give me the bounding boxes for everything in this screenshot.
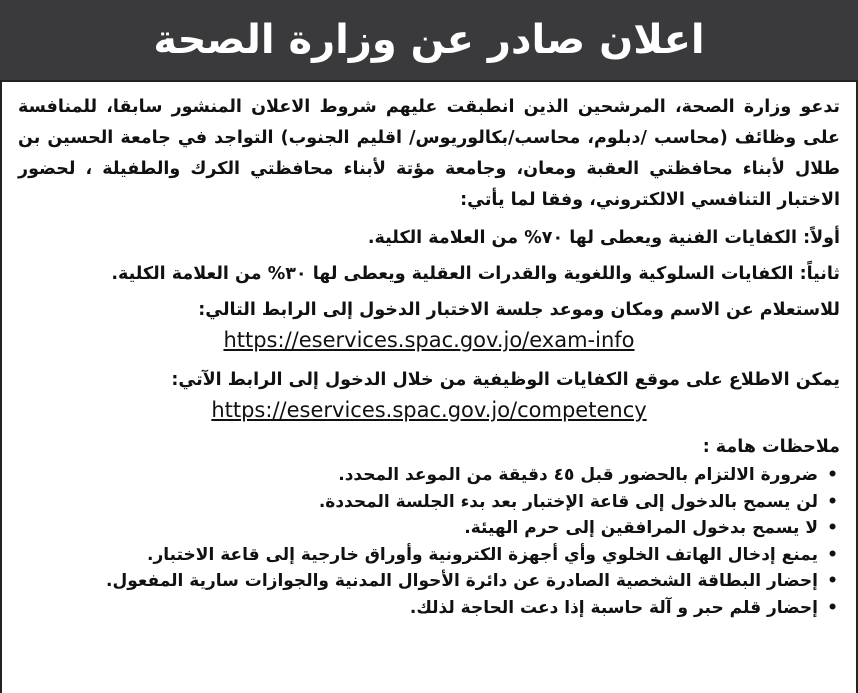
list-item: • إحضار البطاقة الشخصية الصادرة عن دائرة الأحوال المدنية والجوازات سارية المفعول. <box>18 568 818 595</box>
notes-list <box>18 462 840 621</box>
list-item: • لن يسمح بالدخول إلى قاعة الإختبار بعد بدء الجلسة المحددة. <box>18 489 818 516</box>
competency-link[interactable]: https://eservices.spac.gov.jo/competency <box>211 398 647 422</box>
bullet-icon: • <box>827 491 838 512</box>
intro-paragraph: تدعو وزارة الصحة، المرشحين الذين انطبقت عليهم شروط الاعلان المنشور سابقا، للمنافسة على وظائف (محاسب /دبلوم، محاسب/بكالوريوس/ اقليم الجنوب) التواجد في جامعة الحسين بن طلال لأبناء محافظتي العقبة ومعان، وجامعة مؤتة لأبناء محافظتي الكرك والطفيلة ، لحضور الاختبار التنافسي الالكتروني، وفقا لما يأتي: <box>18 97 840 210</box>
bullet-icon: • <box>827 571 838 591</box>
bullet-icon: • <box>827 465 838 485</box>
inquiry-link-row <box>18 328 840 352</box>
announcement-title: اعلان صادر عن وزارة الصحة <box>153 17 705 63</box>
notes-title: ملاحظات هامة : <box>702 437 840 457</box>
bullet-icon: • <box>827 544 838 565</box>
exam-info-link[interactable]: https://eservices.spac.gov.jo/exam-info <box>223 328 635 352</box>
inquiry-text: للاستعلام عن الاسم ومكان وموعد جلسة الاختبار الدخول إلى الرابط التالي: <box>198 300 840 320</box>
bullet-icon: • <box>827 518 838 538</box>
point-first: أولاً: الكفايات الفنية ويعطى لها ٧٠% من العلامة الكلية. <box>367 228 840 248</box>
list-item: • ضرورة الالتزام بالحضور قبل ٤٥ دقيقة من الموعد المحدد. <box>18 462 818 489</box>
list-item: • يمنع إدخال الهاتف الخلوي وأي أجهزة الكترونية وأوراق خارجية إلى قاعة الاختبار. <box>18 542 818 569</box>
list-item: • لا يسمح بدخول المرافقين إلى حرم الهيئة. <box>18 515 818 542</box>
announcement-header <box>0 0 858 82</box>
competency-text: يمكن الاطلاع على موقع الكفايات الوظيفية من خلال الدخول إلى الرابط الآتي: <box>171 370 840 390</box>
bullet-icon: • <box>827 597 838 618</box>
announcement-body <box>18 92 840 621</box>
list-item: • إحضار قلم حبر و آلة حاسبة إذا دعت الحاجة لذلك. <box>18 595 818 622</box>
point-second: ثانياً: الكفايات السلوكية واللغوية والقدرات العقلية ويعطى لها ٣٠% من العلامة الكلية. <box>111 264 840 284</box>
competency-link-row <box>18 398 840 422</box>
